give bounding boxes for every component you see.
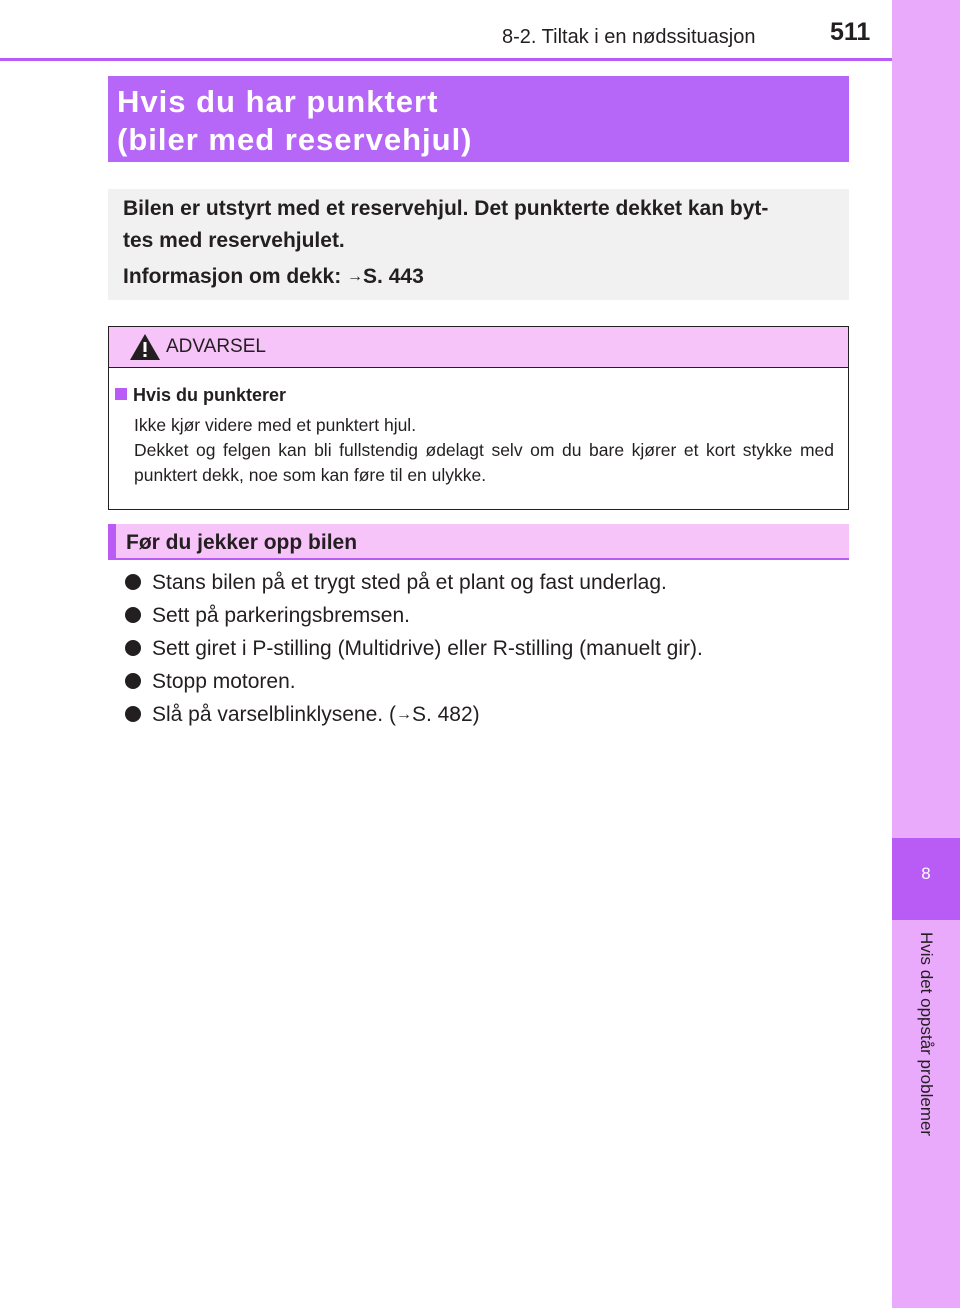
list-item-text: Stans bilen på et trygt sted på et plant og fast underlag. [152, 571, 667, 594]
list-item-text: Sett på parkeringsbremsen. [152, 604, 410, 627]
chapter-label: Hvis det oppstår problemer [917, 932, 936, 1137]
list-item [125, 698, 703, 731]
warning-triangle-icon [129, 333, 161, 361]
intro-line-2: tes med reservehjulet. [123, 229, 345, 252]
square-bullet-icon [115, 388, 127, 400]
instruction-list [125, 566, 703, 731]
intro-line-1: Bilen er utstyrt med et reservehjul. Det punkterte dekket kan byt- [123, 197, 769, 220]
warning-subheading-text: Hvis du punkterer [133, 385, 287, 405]
arrow-right-icon: → [395, 706, 412, 723]
list-item [125, 599, 703, 632]
warning-subheading [115, 385, 286, 406]
bullet-dot-icon [125, 673, 141, 689]
intro-box [108, 189, 849, 300]
bullet-dot-icon [125, 574, 141, 590]
list-item-text: Stopp motoren. [152, 670, 296, 693]
hazard-lights-page-link[interactable]: S. 482) [411, 703, 480, 726]
bullet-dot-icon [125, 607, 141, 623]
section-heading [108, 524, 849, 560]
tire-info-reference[interactable] [123, 261, 835, 293]
page-title-bar [108, 76, 849, 162]
header-rule [0, 58, 892, 61]
warning-text-1: Ikke kjør videre med et punktert hjul. [134, 415, 417, 435]
chapter-number: 8 [921, 864, 931, 883]
page-title-line-1: Hvis du har punktert [117, 84, 439, 119]
header-section-title: 8-2. Tiltak i en nødssituasjon [502, 26, 756, 48]
tire-info-label: Informasjon om dekk: [123, 265, 348, 288]
arrow-right-icon: → [347, 268, 364, 285]
page-number: 511 [830, 18, 871, 46]
list-item-text: Sett giret i P-stilling (Multidrive) eller R-stilling (manuelt gir). [152, 637, 703, 660]
list-item [125, 566, 703, 599]
warning-text-2: Dekket og felgen kan bli fullstendig ødelagt selv om du bare kjører et kort stykke med punktert dekk, noe som kan føre til en ulykke. [134, 440, 834, 485]
tire-info-page-link[interactable]: S. 443 [363, 265, 424, 288]
bullet-dot-icon [125, 640, 141, 656]
list-item-text: Slå på varselblinklysene. ( [152, 703, 396, 726]
warning-header [109, 327, 848, 368]
section-heading-text: Før du jekker opp bilen [126, 531, 358, 554]
list-item [125, 632, 703, 665]
page-title-line-2: (biler med reservehjul) [117, 122, 473, 157]
section-heading-accent [108, 524, 116, 558]
chapter-tab[interactable] [892, 838, 960, 920]
warning-box [108, 326, 849, 510]
warning-body [134, 413, 834, 488]
bullet-dot-icon [125, 706, 141, 722]
list-item [125, 665, 703, 698]
warning-title: ADVARSEL [166, 336, 266, 357]
